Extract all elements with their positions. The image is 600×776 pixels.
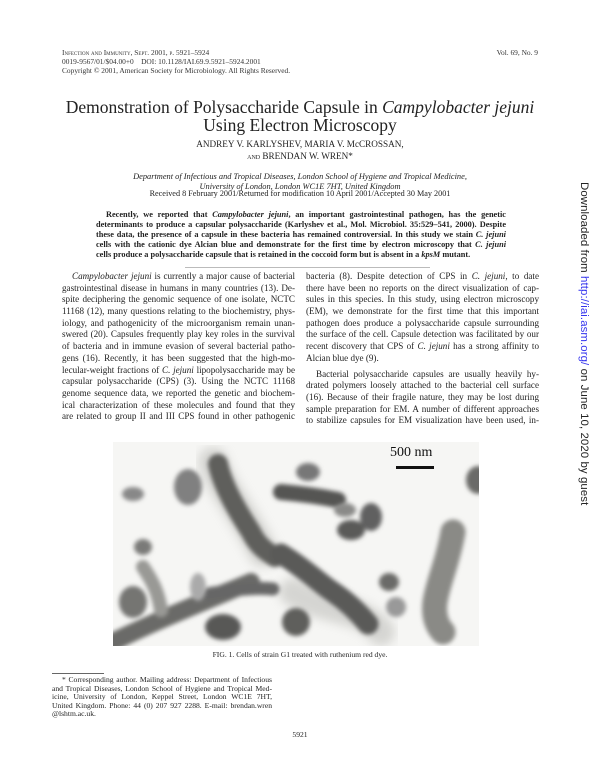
text-segment: Bacterial polysaccharide capsules are usually heavily hy- xyxy=(316,368,539,379)
italic-text: kpsM xyxy=(421,249,441,259)
text-line xyxy=(96,250,506,260)
text-line xyxy=(62,365,295,377)
text-segment: has a strong affinity to xyxy=(449,341,539,352)
page-number: 5921 xyxy=(292,730,308,739)
authors-line1: ANDREY V. KARLYSHEV, MARIA V. McCROSSAN, xyxy=(196,139,404,149)
text-line xyxy=(306,380,539,392)
text-line xyxy=(96,230,506,240)
text-segment: United Kingdom. Phone: 44 (0) 207 927 2288. E-mail: brendan.wren xyxy=(52,700,272,710)
paragraph-1 xyxy=(306,271,539,365)
text-segment: and Tropical Diseases, London School of Hygiene and Tropical Med- xyxy=(52,683,272,693)
text-line xyxy=(306,329,539,341)
text-segment: (EM), we demonstrate for the first time that this important xyxy=(306,306,539,317)
text-segment: , an important gastrointestinal pathogen, has the genetic xyxy=(288,210,506,219)
text-line xyxy=(306,392,539,404)
affiliation-line2: University of London, London WC1E 7HT, United Kingdom xyxy=(199,182,401,191)
text-segment: lecular-weight fractions of xyxy=(62,364,162,375)
text-segment: iology, and pathogenicity of the microorganism remain unan- xyxy=(62,317,295,328)
text-segment: drated polymers loosely attached to the bacterial cell surface xyxy=(306,380,539,391)
body-column-right xyxy=(306,271,539,427)
text-line xyxy=(96,210,506,220)
text-segment: * Corresponding author. Mailing address: Department of Infectious xyxy=(62,675,272,684)
text-line xyxy=(62,294,295,306)
text-segment: spite deciphering the genomic sequence of one isolate, NCTC xyxy=(62,294,295,305)
text-line xyxy=(62,388,295,400)
italic-text: Campylobacter jejuni xyxy=(212,210,289,219)
text-segment: to stabilize capsules for EM visualization have been used, in- xyxy=(306,415,539,426)
download-prefix: Downloaded from xyxy=(578,182,590,277)
text-segment: cells produce a polysaccharide capsule that is retained in the coccoid form but is absent in a xyxy=(96,249,422,259)
text-line xyxy=(62,353,295,365)
journal-line: Infection and Immunity, Sept. 2001, p. 5921–5924 xyxy=(62,48,210,57)
text-line xyxy=(306,283,539,295)
text-segment: @lshtm.ac.uk. xyxy=(52,709,96,718)
text-segment: gens (16). Recently, it has been suggested that the high-mo- xyxy=(62,352,295,363)
text-line xyxy=(96,240,506,250)
abstract-divider xyxy=(185,267,430,268)
italic-text: Campylobacter jejuni xyxy=(72,271,152,281)
text-segment: genome sequence data, we reported the genetic and biochem- xyxy=(62,387,295,398)
text-line xyxy=(306,306,539,318)
text-segment: ical characterization of these molecules and found that they xyxy=(62,399,295,410)
text-line xyxy=(96,220,506,230)
text-segment: mutant. xyxy=(440,249,471,259)
text-segment: the surface of the cell. Capsule detection was facilitated by our xyxy=(306,329,539,340)
text-segment: bacteria (8). Despite detection of CPS in xyxy=(306,271,472,281)
text-segment: of bacteria and in immune evasion of several bacterial patho- xyxy=(62,341,295,352)
text-segment: is currently a major cause of bacterial xyxy=(151,271,295,281)
text-segment: are related to group II and III CPS found in other pathogenic xyxy=(62,411,295,422)
italic-text: C. jejuni xyxy=(475,229,506,239)
text-line xyxy=(62,306,295,318)
text-line xyxy=(62,341,295,353)
text-segment: sules in this species. In this study, using electron microscopy xyxy=(306,294,539,305)
text-line xyxy=(306,404,539,416)
copyright-line: Copyright © 2001, American Society for Microbiology. All Rights Reserved. xyxy=(62,66,291,75)
authors-line2: BRENDAN W. WREN* xyxy=(260,151,353,161)
text-line xyxy=(306,294,539,306)
text-segment: pathogen does produce a polysaccharide capsule surrounding xyxy=(306,317,539,328)
text-line xyxy=(62,400,295,412)
title-species: Campylobacter jejuni xyxy=(382,97,535,117)
paper-title xyxy=(0,98,600,134)
text-line xyxy=(306,318,539,330)
figure-caption: FIG. 1. Cells of strain G1 treated with ruthenium red dye. xyxy=(212,650,388,659)
italic-text: C. jejuni xyxy=(475,239,506,249)
text-segment: , to date xyxy=(505,271,539,281)
scale-bar xyxy=(396,466,434,469)
text-segment: cells with the cationic dye Alcian blue and demonstrate for the first time by electron microscopy that xyxy=(96,239,476,249)
text-segment: gastrointestinal disease in humans in many countries (13). De- xyxy=(62,282,295,293)
text-line xyxy=(62,411,295,423)
abstract xyxy=(96,210,506,259)
electron-micrograph xyxy=(113,442,479,646)
text-line xyxy=(52,710,272,719)
text-segment: capsular polysaccharide (CPS) (3). Using the NCTC 11168 xyxy=(62,376,295,387)
text-segment: (16). Because of their fragile nature, they may be lost during xyxy=(306,391,539,402)
download-suffix: on June 10, 2020 by guest xyxy=(578,365,590,506)
text-line xyxy=(62,376,295,388)
text-segment: sample preparation for EM. A number of different approaches xyxy=(306,403,539,414)
text-line xyxy=(306,271,539,283)
text-segment: lipopolysaccharide may be xyxy=(193,364,296,375)
text-segment: icine, University of London, Keppel Street, London WC1E 7HT, xyxy=(52,692,272,701)
text-line xyxy=(62,271,295,283)
footnote-divider xyxy=(52,673,104,674)
text-segment: Alcian blue dye (9). xyxy=(306,352,379,363)
title-line2: Using Electron Microscopy xyxy=(203,115,397,135)
text-line xyxy=(306,341,539,353)
italic-text: C. jejuni xyxy=(471,271,506,281)
footnote xyxy=(52,676,272,719)
text-line xyxy=(306,415,539,427)
download-notice xyxy=(578,182,590,505)
journal-link[interactable]: http://iai.asm.org/ xyxy=(578,276,590,366)
scale-bar-label: 500 nm xyxy=(390,445,433,460)
paragraph-2 xyxy=(306,369,539,427)
text-line xyxy=(306,353,539,365)
doi-line: 0019-9567/01/$04.00+0 DOI: 10.1128/IAI.69.9.5921–5924.2001 xyxy=(62,57,261,66)
text-line xyxy=(62,329,295,341)
text-line xyxy=(306,369,539,381)
affiliation-line1: Department of Infectious and Tropical Diseases, London School of Hygiene and Tropical Medicine, xyxy=(133,172,467,181)
micrograph-image xyxy=(113,442,479,646)
text-segment: there have been no reports on the direct visualization of cap- xyxy=(306,282,539,293)
authors-and: and xyxy=(247,151,261,161)
volume-label: Vol. 69, No. 9 xyxy=(496,48,538,57)
text-line xyxy=(62,318,295,330)
text-segment: swered (20). Capsules frequently play key roles in the survival xyxy=(62,329,295,340)
text-segment: recent discovery that CPS of xyxy=(306,341,418,352)
italic-text: C. jejuni xyxy=(162,364,194,375)
authors xyxy=(0,138,600,162)
text-segment: determinants to produce a capsular polysaccharide (Karlyshev et al., Mol. Microbiol. 35:529–541, 2000). Despite xyxy=(96,219,506,229)
text-line xyxy=(62,283,295,295)
text-segment: Recently, we reported that xyxy=(106,210,213,219)
text-segment: 11168 (12), many questions relating to the biochemistry, phys- xyxy=(62,306,295,317)
journal-header xyxy=(62,48,290,75)
body-column-left xyxy=(62,271,295,423)
text-segment: these data, the presence of a capsule in these bacteria has remained controversial. In this study we stain xyxy=(96,229,476,239)
title-line1: Demonstration of Polysaccharide Capsule in xyxy=(65,97,383,117)
italic-text: C. jejuni xyxy=(417,341,450,352)
received-dates: Received 8 February 2001/Returned for modification 10 April 2001/Accepted 30 May 2001 xyxy=(149,189,451,198)
